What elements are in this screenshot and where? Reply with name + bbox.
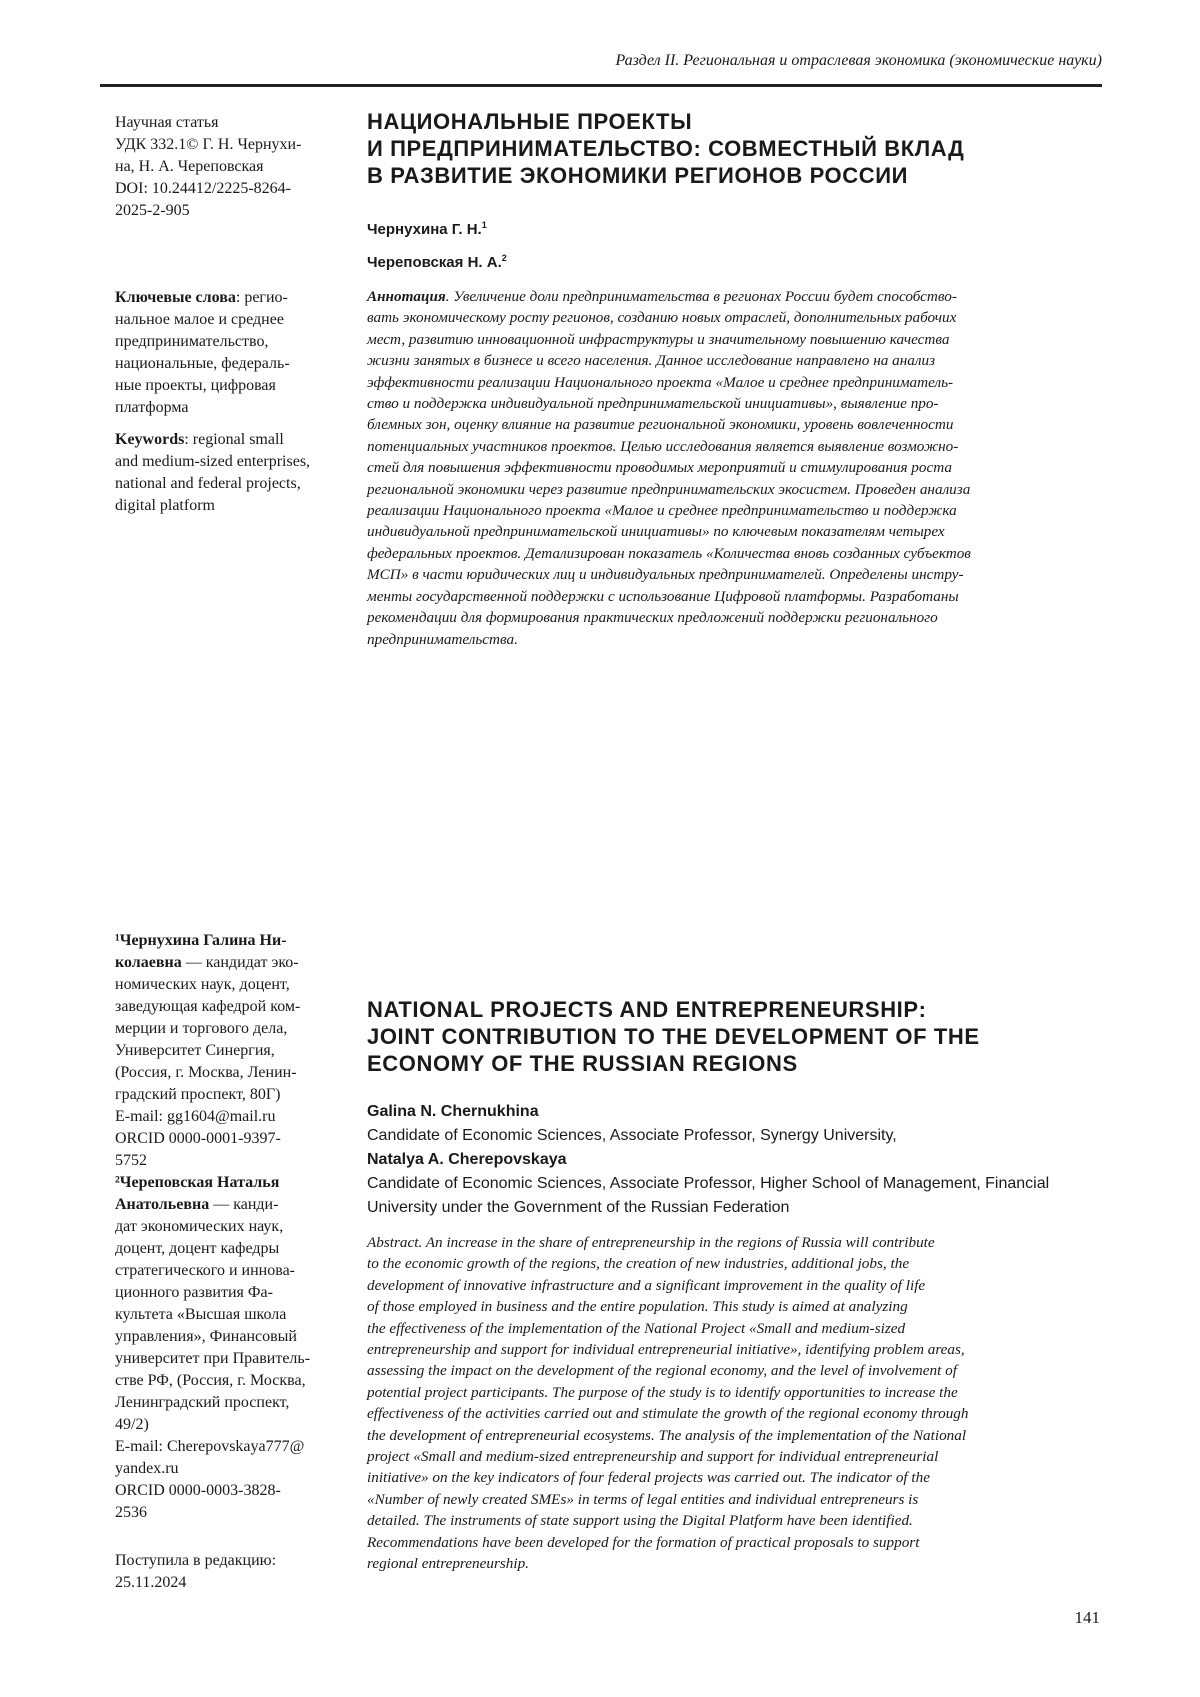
ru-abstract-line: индивидуальной предпринимательской инициативы» по ключевым показателям четырех <box>367 521 1099 542</box>
ru-authors <box>367 211 1099 277</box>
author2-text: — канди- <box>209 1196 278 1213</box>
author2-line: доцент, доцент кафедры <box>115 1238 345 1260</box>
author2-name-cont: Анатольевна <box>115 1196 209 1213</box>
ru-title-line: НАЦИОНАЛЬНЫЕ ПРОЕКТЫ <box>367 108 1099 135</box>
en-abstract-line: project «Small and medium-sized entrepreneurship and support for individual entrepreneurial <box>367 1446 1099 1467</box>
author2-line: 49/2) <box>115 1414 345 1436</box>
en-abstract-line: effectiveness of the activities carried out and stimulate the growth of the regional economy through <box>367 1403 1099 1424</box>
author1-line <box>115 952 345 974</box>
article-type: Научная статья <box>115 112 345 134</box>
en-abstract-line: the effectiveness of the implementation of the National Project «Small and medium-sized <box>367 1318 1099 1339</box>
page-number: 141 <box>1075 1608 1101 1628</box>
en-title-block <box>367 996 1099 1077</box>
ru-abstract-line: реализации Национального проекта «Малое и среднее предпринимательство и поддержка <box>367 500 1099 521</box>
en-title-line: JOINT CONTRIBUTION TO THE DEVELOPMENT OF THE <box>367 1023 1099 1050</box>
keywords-ru-line <box>115 287 345 309</box>
ru-abstract-text: . Увеличение доли предпринимательства в регионах России будет способство- <box>446 288 957 305</box>
author2-line: дат экономических наук, <box>115 1216 345 1238</box>
author1-email: E-mail: gg1604@mail.ru <box>115 1106 345 1128</box>
ru-abstract-line: федеральных проектов. Детализирован показатель «Количества вновь созданных субъектов <box>367 543 1099 564</box>
author1-orcid-cont: 5752 <box>115 1150 345 1172</box>
en-author-2-affil: Candidate of Economic Sciences, Associate Professor, Higher School of Management, Financial <box>367 1172 1099 1196</box>
keywords-ru-line: национальные, федераль- <box>115 353 345 375</box>
keywords-ru-text: : регио- <box>236 289 288 306</box>
en-abstract-line: «Number of newly created SMEs» in terms of legal entities and individual entrepreneurs is <box>367 1489 1099 1510</box>
author1-line: номических наук, доцент, <box>115 974 345 996</box>
keywords-en-line <box>115 429 345 451</box>
keywords-en-line: digital platform <box>115 495 345 517</box>
author2-orcid: ORCID 0000-0003-3828- <box>115 1480 345 1502</box>
en-author-1-name: Galina N. Chernukhina <box>367 1100 1099 1124</box>
author1-line: (Россия, г. Москва, Ленин- <box>115 1062 345 1084</box>
udc-line-2: на, Н. А. Череповская <box>115 156 345 178</box>
author2-line: стве РФ, (Россия, г. Москва, <box>115 1370 345 1392</box>
running-header: Раздел II. Региональная и отраслевая экономика (экономические науки) <box>100 52 1102 87</box>
author2-line: университет при Правитель- <box>115 1348 345 1370</box>
keywords-en-label: Keywords <box>115 431 184 448</box>
ru-author-1 <box>367 211 1099 244</box>
received-date: 25.11.2024 <box>115 1572 345 1594</box>
author1-orcid: ORCID 0000-0001-9397- <box>115 1128 345 1150</box>
en-abstract-line: Recommendations have been developed for the formation of practical proposals to support <box>367 1532 1099 1553</box>
ru-author-2 <box>367 244 1099 277</box>
ru-author-1-sup: 1 <box>482 220 487 230</box>
received-block <box>115 1550 345 1594</box>
ru-title-block <box>367 108 1099 277</box>
keywords-en-text: : regional small <box>184 431 284 448</box>
en-abstract-line: development of innovative infrastructure and a significant improvement in the quality of life <box>367 1275 1099 1296</box>
en-author-1-affil: Candidate of Economic Sciences, Associate Professor, Synergy University, <box>367 1124 1099 1148</box>
author1-line: заведующая кафедрой ком- <box>115 996 345 1018</box>
author2-line: управления», Финансовый <box>115 1326 345 1348</box>
doi-line-1: DOI: 10.24412/2225-8264- <box>115 178 345 200</box>
ru-title <box>367 108 1099 189</box>
en-abstract-line: the development of entrepreneurial ecosystems. The analysis of the implementation of the National <box>367 1425 1099 1446</box>
en-abstract-line: to the economic growth of the regions, the creation of new industries, additional jobs, the <box>367 1253 1099 1274</box>
author2-line: Ленинградский проспект, <box>115 1392 345 1414</box>
author1-name: ¹Чернухина Галина Ни- <box>115 932 287 949</box>
keywords-ru-label: Ключевые слова <box>115 289 236 306</box>
keywords-ru-line: платформа <box>115 397 345 419</box>
en-authors <box>367 1100 1099 1220</box>
en-abstract-line: assessing the impact on the development of the regional economy, and the level of involvement of <box>367 1360 1099 1381</box>
author2-line <box>115 1194 345 1216</box>
author2-name: ²Череповская Наталья <box>115 1174 279 1191</box>
article-meta <box>115 112 345 222</box>
author1-line: градский проспект, 80Г) <box>115 1084 345 1106</box>
keywords-ru-line: предпринимательство, <box>115 331 345 353</box>
ru-author-2-name: Череповская Н. А. <box>367 254 502 271</box>
keywords-en-line: national and federal projects, <box>115 473 345 495</box>
author2-email: E-mail: Cherepovskaya777@ <box>115 1436 345 1458</box>
en-title-line: NATIONAL PROJECTS AND ENTREPRENEURSHIP: <box>367 996 1099 1023</box>
keywords-en-line: and medium-sized enterprises, <box>115 451 345 473</box>
ru-abstract-line: МСП» в части юридических лиц и индивидуальных предпринимателей. Определены инстру- <box>367 564 1099 585</box>
en-author-2-name: Natalya A. Cherepovskaya <box>367 1148 1099 1172</box>
en-abstract-line: Abstract. An increase in the share of entrepreneurship in the regions of Russia will contribute <box>367 1232 1099 1253</box>
ru-title-line: И ПРЕДПРИНИМАТЕЛЬСТВО: СОВМЕСТНЫЙ ВКЛАД <box>367 135 1099 162</box>
ru-title-line: В РАЗВИТИЕ ЭКОНОМИКИ РЕГИОНОВ РОССИИ <box>367 162 1099 189</box>
ru-author-2-sup: 2 <box>502 253 507 263</box>
ru-abstract-line: вать экономическому росту регионов, созданию новых отраслей, дополнительных рабочих <box>367 307 1099 328</box>
en-abstract-line: initiative» on the key indicators of four federal projects was carried out. The indicator of the <box>367 1467 1099 1488</box>
ru-abstract-line: блемных зон, оценку влияние на развитие региональной экономики, уровень вовлеченности <box>367 414 1099 435</box>
doi-line-2: 2025-2-905 <box>115 200 345 222</box>
en-abstract-line: of those employed in business and the entire population. This study is aimed at analyzing <box>367 1296 1099 1317</box>
author1-name-cont: колаевна <box>115 954 182 971</box>
en-abstract-line: potential project participants. The purpose of the study is to identify opportunities to increase the <box>367 1382 1099 1403</box>
received-label: Поступила в редакцию: <box>115 1550 345 1572</box>
ru-abstract-line: потенциальных участников проектов. Целью исследования является выявление возможно- <box>367 436 1099 457</box>
ru-abstract-line: жизни занятых в бизнесе и всего населения. Данное исследование направлено на анализ <box>367 350 1099 371</box>
author1-text: — кандидат эко- <box>182 954 299 971</box>
author1-line: Университет Синергия, <box>115 1040 345 1062</box>
en-title <box>367 996 1099 1077</box>
en-abstract-line: regional entrepreneurship. <box>367 1553 1099 1574</box>
ru-abstract-line: стей для повышения эффективности проводимых мероприятий и стимулирования роста <box>367 457 1099 478</box>
ru-abstract <box>367 286 1099 650</box>
en-title-line: ECONOMY OF THE RUSSIAN REGIONS <box>367 1050 1099 1077</box>
author2-line: ционного развития Фа- <box>115 1282 345 1304</box>
ru-abstract-line: предпринимательства. <box>367 629 1099 650</box>
author2-line: стратегического и иннова- <box>115 1260 345 1282</box>
en-abstract <box>367 1232 1099 1575</box>
ru-abstract-label: Аннотация <box>367 288 446 305</box>
author-info <box>115 930 345 1524</box>
author1-name-line <box>115 930 345 952</box>
ru-abstract-line: рекомендации для формирования практических предложений поддержки регионального <box>367 607 1099 628</box>
author1-line: мерции и торгового дела, <box>115 1018 345 1040</box>
author2-email-cont: yandex.ru <box>115 1458 345 1480</box>
en-abstract-line: entrepreneurship and support for individual entrepreneurial initiative», identifying problem areas, <box>367 1339 1099 1360</box>
keywords-block <box>115 287 345 517</box>
en-abstract-line: detailed. The instruments of state support using the Digital Platform have been identified. <box>367 1510 1099 1531</box>
author2-orcid-cont: 2536 <box>115 1502 345 1524</box>
ru-abstract-line: менты государственной поддержки с использование Цифровой платформы. Разработаны <box>367 586 1099 607</box>
ru-author-1-name: Чернухина Г. Н. <box>367 221 482 238</box>
ru-abstract-line: региональной экономики через развитие предпринимательских экосистем. Проведен анализа <box>367 479 1099 500</box>
keywords-ru-line: ные проекты, цифровая <box>115 375 345 397</box>
author2-name-line <box>115 1172 345 1194</box>
en-author-2-affil: University under the Government of the Russian Federation <box>367 1196 1099 1220</box>
ru-abstract-line: эффективности реализации Национального проекта «Малое и среднее предприниматель- <box>367 372 1099 393</box>
ru-abstract-line: мест, развитию инновационной инфраструктуры и значительному повышению качества <box>367 329 1099 350</box>
udc-line-1: УДК 332.1© Г. Н. Чернухи- <box>115 134 345 156</box>
ru-abstract-line: ство и поддержка индивидуальной предпринимательской инициативы», выявление про- <box>367 393 1099 414</box>
author2-line: культета «Высшая школа <box>115 1304 345 1326</box>
ru-abstract-line <box>367 286 1099 307</box>
keywords-ru-line: нальное малое и среднее <box>115 309 345 331</box>
